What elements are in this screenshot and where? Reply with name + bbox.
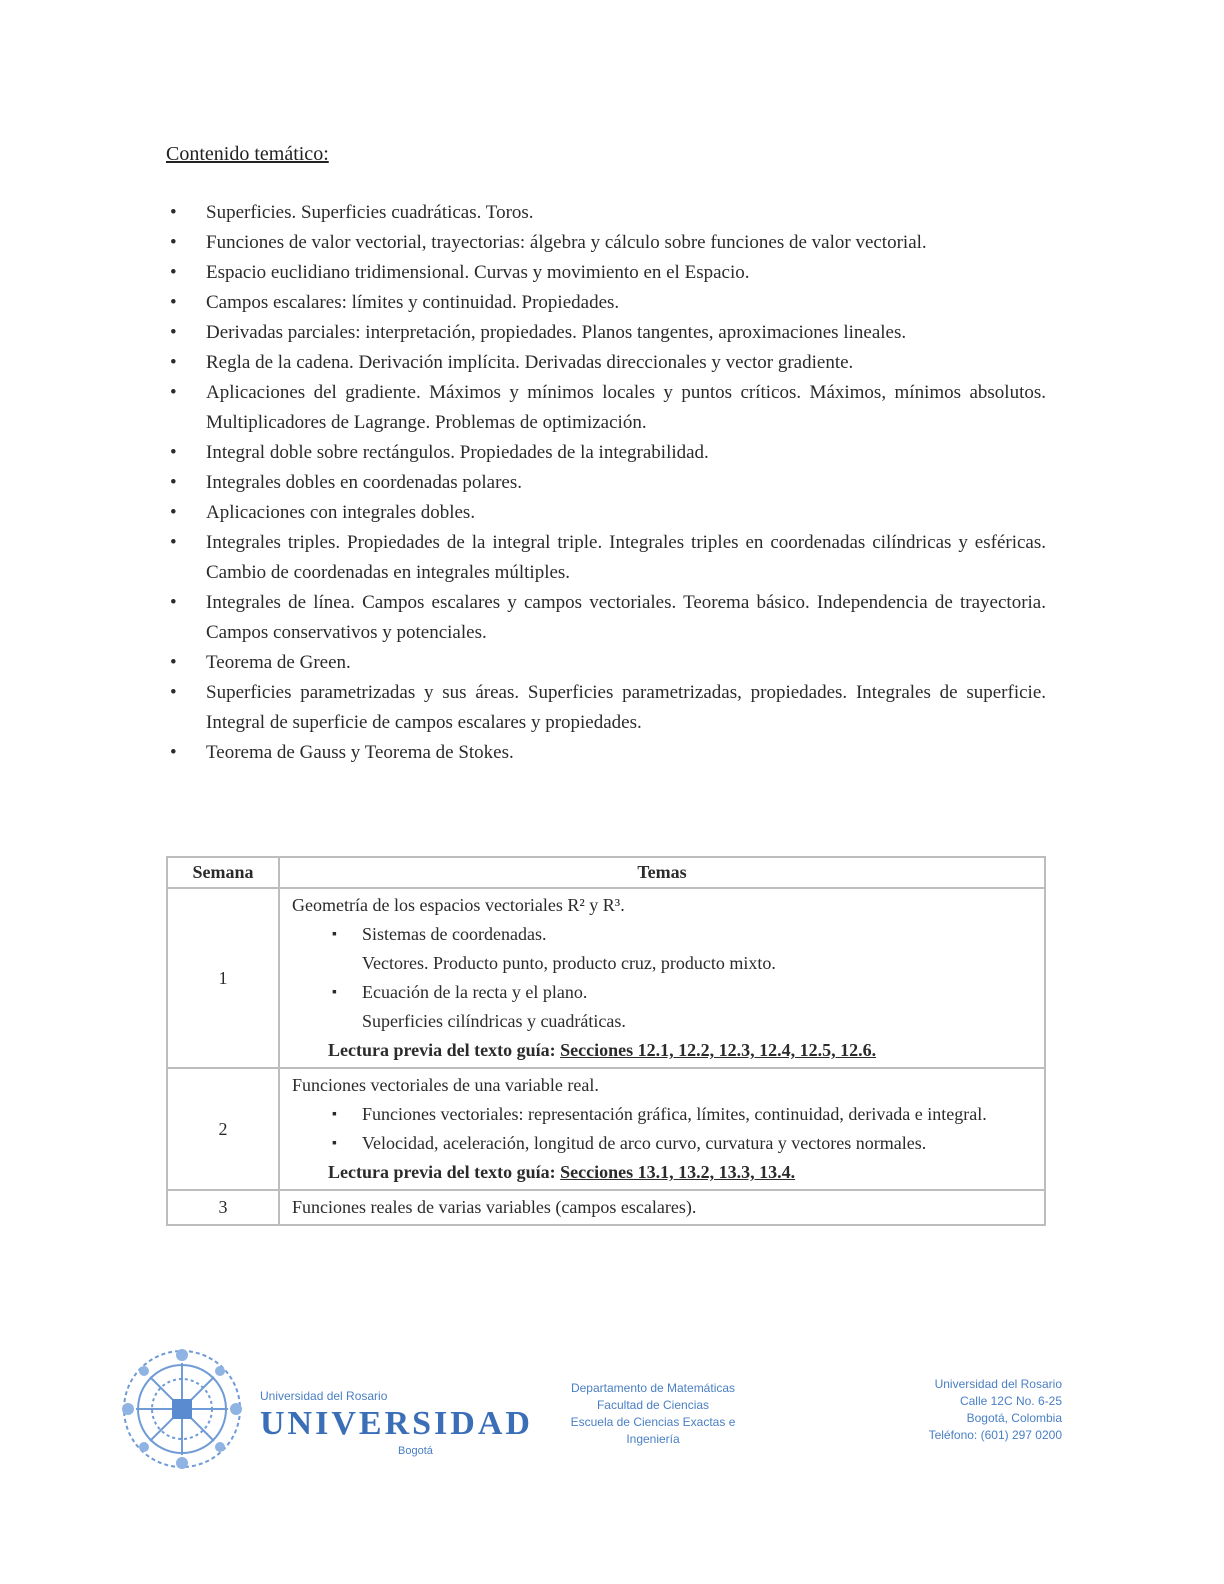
subtopic-item (330, 1129, 1036, 1158)
topic-item: • Espacio euclidiano tridimensional. Curvas y movimiento en el Espacio. (166, 258, 1046, 288)
week-title: Geometría de los espacios vectoriales R² y R³. (292, 895, 625, 915)
reading-note (292, 1158, 1036, 1187)
reading-prefix: Lectura previa del texto guía: (328, 1040, 556, 1060)
subtopic-list (292, 920, 1036, 1036)
logo-small-text: Universidad del Rosario (260, 1389, 388, 1403)
week-number: 3 (167, 1190, 279, 1225)
subtopic-label: ▪ Velocidad, aceleración, longitud de arco curvo, curvatura y vectores normales. (362, 1133, 927, 1153)
logo-wordmark: UNIVERSIDAD (260, 1405, 533, 1442)
university-logo (118, 1345, 533, 1475)
footer-line: Bogotá, Colombia (966, 1411, 1062, 1425)
topic-item: • Funciones de valor vectorial, trayectorias: álgebra y cálculo sobre funciones de valor vectorial. (166, 228, 1046, 258)
table-row (167, 888, 1045, 1068)
footer-line: Universidad del Rosario (934, 1377, 1062, 1391)
topic-item: • Integral doble sobre rectángulos. Propiedades de la integrabilidad. (166, 438, 1046, 468)
subtopic-label: ▪ Funciones vectoriales: representación gráfica, límites, continuidad, derivada e integral. (362, 1104, 987, 1124)
week-topics (279, 888, 1045, 1068)
section-heading: Contenido temático: (166, 143, 329, 165)
week-number: 2 (167, 1068, 279, 1190)
footer-line: Escuela de Ciencias Exactas e Ingeniería (570, 1415, 736, 1446)
subtopic-list (292, 1100, 1036, 1158)
subtopic-detail: Vectores. Producto punto, producto cruz, producto mixto. (362, 953, 776, 973)
subtopic-item (330, 920, 1036, 978)
reading-sections: Secciones 12.1, 12.2, 12.3, 12.4, 12.5, 12.6. (560, 1040, 877, 1060)
topic-item: • Integrales triples. Propiedades de la integral triple. Integrales triples en coordenadas cilíndricas y esféricas. Cambio de coordenadas en integrales múltiples. (166, 528, 1046, 588)
topic-item: • Teorema de Gauss y Teorema de Stokes. (166, 738, 1046, 768)
footer-line: Teléfono: (601) 297 0200 (928, 1428, 1062, 1442)
topic-item: • Integrales dobles en coordenadas polares. (166, 468, 1046, 498)
topic-column-header: Temas (279, 857, 1045, 888)
week-column-header: Semana (167, 857, 279, 888)
topic-item: • Integrales de línea. Campos escalares y campos vectoriales. Teorema básico. Independencia de trayectoria. Campos conservativos y potenciales. (166, 588, 1046, 648)
topic-item: • Superficies. Superficies cuadráticas. Toros. (166, 198, 1046, 228)
footer-line: Facultad de Ciencias (596, 1398, 710, 1412)
week-topics (279, 1190, 1045, 1225)
subtopic-label: ▪ Ecuación de la recta y el plano. (362, 982, 588, 1002)
subtopic-item (330, 1100, 1036, 1129)
topic-item: • Derivadas parciales: interpretación, propiedades. Planos tangentes, aproximaciones lineales. (166, 318, 1046, 348)
subtopic-detail: Superficies cilíndricas y cuadráticas. (362, 1011, 626, 1031)
logo-city: Bogotá (398, 1445, 433, 1457)
table-row (167, 1190, 1045, 1225)
reading-note (292, 1036, 1036, 1065)
footer-contact (870, 1376, 1062, 1444)
topic-item: • Teorema de Green. (166, 648, 1046, 678)
week-title: Funciones reales de varias variables (campos escalares). (292, 1197, 697, 1217)
subtopic-label: ▪ Sistemas de coordenadas. (362, 924, 547, 944)
weekly-schedule-table (166, 856, 1046, 1226)
topic-item: • Superficies parametrizadas y sus áreas. Superficies parametrizadas, propiedades. Integrales de superficie. Integral de superficie de campos escalares y propiedades. (166, 678, 1046, 738)
topic-list (166, 198, 1046, 768)
footer-line: Departamento de Matemáticas (570, 1381, 736, 1395)
week-number: 1 (167, 888, 279, 1068)
week-topics (279, 1068, 1045, 1190)
topic-item: • Regla de la cadena. Derivación implícita. Derivadas direccionales y vector gradiente. (166, 348, 1046, 378)
subtopic-item (330, 978, 1036, 1036)
topic-item: • Aplicaciones con integrales dobles. (166, 498, 1046, 528)
footer-department (545, 1380, 761, 1448)
topic-item: • Campos escalares: límites y continuidad. Propiedades. (166, 288, 1046, 318)
reading-sections: Secciones 13.1, 13.2, 13.3, 13.4. (560, 1162, 796, 1182)
table-row (167, 1068, 1045, 1190)
reading-prefix: Lectura previa del texto guía: (328, 1162, 556, 1182)
topic-item: • Aplicaciones del gradiente. Máximos y mínimos locales y puntos críticos. Máximos, mínimos absolutos. Multiplicadores de Lagrange. Problemas de optimización. (166, 378, 1046, 438)
week-title: Funciones vectoriales de una variable real. (292, 1075, 599, 1095)
university-seal-icon (118, 1345, 246, 1473)
table-header-row (167, 857, 1045, 888)
footer-line: Calle 12C No. 6-25 (959, 1394, 1062, 1408)
